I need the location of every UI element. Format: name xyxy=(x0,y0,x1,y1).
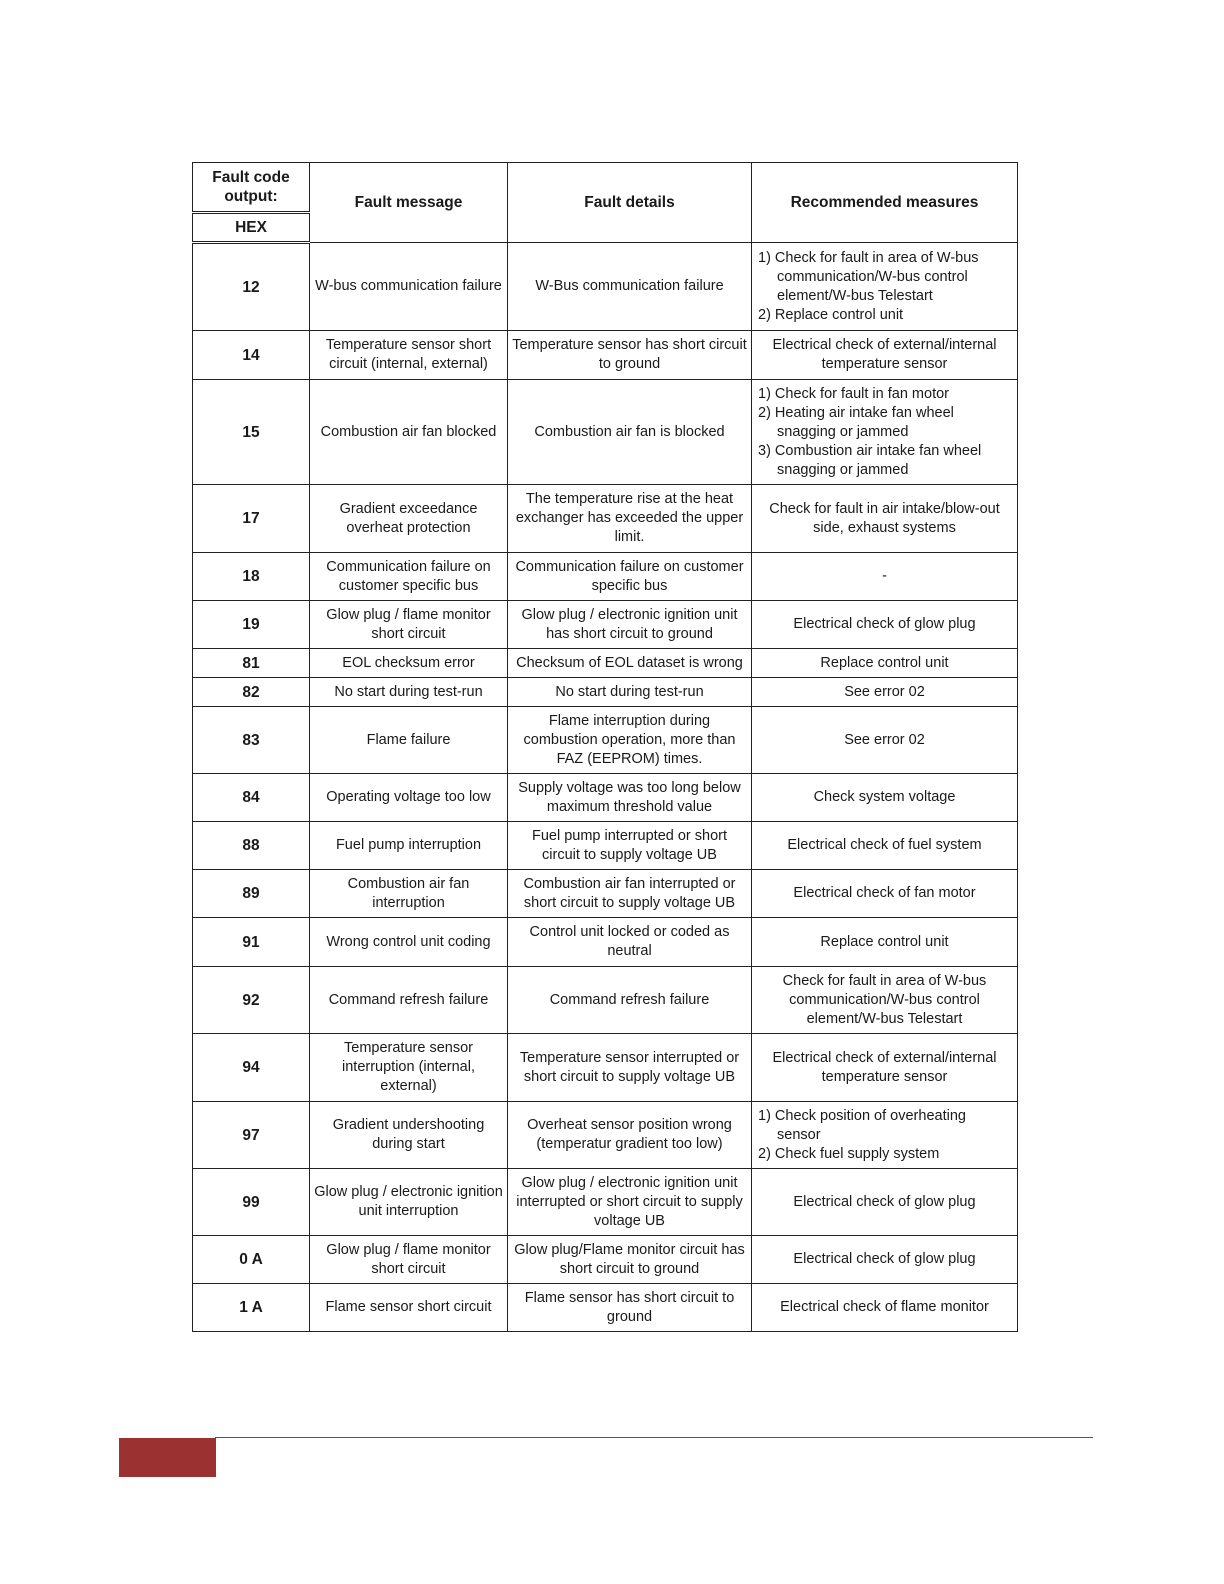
measure-line: Electrical check of external/internal temperature sensor xyxy=(772,337,997,372)
fault-message: Combustion air fan interruption xyxy=(310,870,508,918)
recommended-measures xyxy=(752,1169,1018,1236)
fault-code: 99 xyxy=(193,1169,310,1236)
recommended-measures xyxy=(752,918,1018,967)
measure-line: Replace control unit xyxy=(820,933,949,950)
fault-code-table xyxy=(192,162,1018,1332)
header-fault-details: Fault details xyxy=(508,163,752,243)
fault-message: Temperature sensor interruption (internal, external) xyxy=(310,1034,508,1102)
measure-line: Replace control unit xyxy=(820,654,949,671)
recommended-measures xyxy=(752,1034,1018,1102)
fault-code: 1 A xyxy=(193,1284,310,1332)
recommended-measures xyxy=(752,707,1018,774)
fault-message: EOL checksum error xyxy=(310,649,508,678)
table-row xyxy=(193,967,1018,1034)
fault-message: Combustion air fan blocked xyxy=(310,380,508,485)
table-row xyxy=(193,601,1018,649)
fault-message: Glow plug / flame monitor short circuit xyxy=(310,601,508,649)
fault-code: 19 xyxy=(193,601,310,649)
measure-line: Electrical check of external/internal temperature sensor xyxy=(772,1049,997,1085)
fault-details: Combustion air fan interrupted or short circuit to supply voltage UB xyxy=(508,870,752,918)
recommended-measures xyxy=(752,1236,1018,1284)
table-header-row xyxy=(193,163,1018,213)
fault-code: 81 xyxy=(193,649,310,678)
measure-line: 2) Replace control unit xyxy=(758,306,904,323)
fault-message: Communication failure on customer specific bus xyxy=(310,553,508,601)
recommended-measures xyxy=(752,243,1018,331)
fault-code: 15 xyxy=(193,380,310,485)
header-fault-code: Fault code output: xyxy=(193,163,310,213)
fault-message: Fuel pump interruption xyxy=(310,822,508,870)
header-hex: HEX xyxy=(193,213,310,243)
fault-details: Flame sensor has short circuit to ground xyxy=(508,1284,752,1332)
fault-code: 91 xyxy=(193,918,310,967)
measure-line: snagging or jammed xyxy=(777,423,909,440)
measure-line: snagging or jammed xyxy=(777,461,909,478)
measure-line: communication/W-bus control xyxy=(777,268,968,285)
fault-code: 94 xyxy=(193,1034,310,1102)
table-row xyxy=(193,380,1018,485)
measure-line: - xyxy=(882,568,887,584)
measure-line: 2) Heating air intake fan wheel xyxy=(758,404,954,421)
table-row xyxy=(193,485,1018,553)
fault-message: Flame failure xyxy=(310,707,508,774)
fault-message: Command refresh failure xyxy=(310,967,508,1034)
table-row xyxy=(193,1236,1018,1284)
fault-code: 89 xyxy=(193,870,310,918)
fault-details: Communication failure on customer specific bus xyxy=(508,553,752,601)
measure-line: Electrical check of fan motor xyxy=(793,885,976,901)
measure-line: sensor xyxy=(777,1126,821,1143)
recommended-measures xyxy=(752,774,1018,822)
measure-line: Electrical check of glow plug xyxy=(793,616,976,632)
table-row xyxy=(193,649,1018,678)
recommended-measures xyxy=(752,1102,1018,1169)
fault-message: Gradient undershooting during start xyxy=(310,1102,508,1169)
measure-line: See error 02 xyxy=(844,683,925,700)
fault-details: Supply voltage was too long below maximum threshold value xyxy=(508,774,752,822)
fault-code: 14 xyxy=(193,331,310,380)
fault-details: Glow plug / electronic ignition unit interrupted or short circuit to supply voltage UB xyxy=(508,1169,752,1236)
fault-details: Temperature sensor has short circuit to ground xyxy=(508,331,752,380)
fault-details: Flame interruption during combustion operation, more than FAZ (EEPROM) times. xyxy=(508,707,752,774)
header-recommended-measures: Recommended measures xyxy=(752,163,1018,243)
table-body xyxy=(193,243,1018,1332)
fault-message: Flame sensor short circuit xyxy=(310,1284,508,1332)
measure-line: 1) Check for fault in area of W-bus xyxy=(758,249,979,266)
table-row xyxy=(193,707,1018,774)
fault-details: W-Bus communication failure xyxy=(508,243,752,331)
measure-line: Electrical check of glow plug xyxy=(793,1193,976,1210)
table-row xyxy=(193,822,1018,870)
measure-line: 2) Check fuel supply system xyxy=(758,1145,940,1162)
fault-code: 17 xyxy=(193,485,310,553)
fault-code: 84 xyxy=(193,774,310,822)
fault-details: Command refresh failure xyxy=(508,967,752,1034)
recommended-measures xyxy=(752,380,1018,485)
fault-details: Control unit locked or coded as neutral xyxy=(508,918,752,967)
recommended-measures xyxy=(752,601,1018,649)
recommended-measures xyxy=(752,331,1018,380)
table-row xyxy=(193,774,1018,822)
table-row xyxy=(193,243,1018,331)
fault-details: Temperature sensor interrupted or short circuit to supply voltage UB xyxy=(508,1034,752,1102)
recommended-measures xyxy=(752,822,1018,870)
fault-details: The temperature rise at the heat exchanger has exceeded the upper limit. xyxy=(508,485,752,553)
fault-details: Glow plug/Flame monitor circuit has short circuit to ground xyxy=(508,1236,752,1284)
table-row xyxy=(193,870,1018,918)
table-row xyxy=(193,331,1018,380)
fault-code: 83 xyxy=(193,707,310,774)
measure-line: Electrical check of glow plug xyxy=(793,1251,976,1267)
recommended-measures xyxy=(752,967,1018,1034)
table-row xyxy=(193,553,1018,601)
recommended-measures xyxy=(752,870,1018,918)
fault-code: 82 xyxy=(193,678,310,707)
measure-line: Electrical check of flame monitor xyxy=(780,1299,989,1315)
fault-code: 88 xyxy=(193,822,310,870)
fault-message: Glow plug / electronic ignition unit interruption xyxy=(310,1169,508,1236)
fault-message: Operating voltage too low xyxy=(310,774,508,822)
fault-message: Glow plug / flame monitor short circuit xyxy=(310,1236,508,1284)
fault-message: W-bus communication failure xyxy=(310,243,508,331)
fault-details: No start during test-run xyxy=(508,678,752,707)
table-row xyxy=(193,1034,1018,1102)
recommended-measures xyxy=(752,485,1018,553)
recommended-measures xyxy=(752,649,1018,678)
footer-rule xyxy=(215,1437,1093,1438)
fault-details: Combustion air fan is blocked xyxy=(508,380,752,485)
fault-code: 92 xyxy=(193,967,310,1034)
table-row xyxy=(193,1169,1018,1236)
table-row xyxy=(193,678,1018,707)
fault-details: Checksum of EOL dataset is wrong xyxy=(508,649,752,678)
fault-code: 0 A xyxy=(193,1236,310,1284)
fault-message: Temperature sensor short circuit (internal, external) xyxy=(310,331,508,380)
table-row xyxy=(193,1284,1018,1332)
table-row xyxy=(193,918,1018,967)
footer-color-block xyxy=(119,1438,216,1477)
fault-message: Wrong control unit coding xyxy=(310,918,508,967)
fault-details: Glow plug / electronic ignition unit has short circuit to ground xyxy=(508,601,752,649)
fault-code: 18 xyxy=(193,553,310,601)
recommended-measures xyxy=(752,1284,1018,1332)
fault-code: 97 xyxy=(193,1102,310,1169)
fault-details: Overheat sensor position wrong (temperatur gradient too low) xyxy=(508,1102,752,1169)
header-fault-message: Fault message xyxy=(310,163,508,243)
recommended-measures xyxy=(752,553,1018,601)
fault-message: Gradient exceedance overheat protection xyxy=(310,485,508,553)
measure-line: 1) Check for fault in fan motor xyxy=(758,385,949,402)
measure-line: element/W-bus Telestart xyxy=(777,287,933,304)
measure-line: 1) Check position of overheating xyxy=(758,1107,966,1124)
measure-line: 3) Combustion air intake fan wheel xyxy=(758,442,982,459)
measure-line: See error 02 xyxy=(844,731,925,748)
measure-line: Check system voltage xyxy=(813,789,956,805)
fault-details: Fuel pump interrupted or short circuit to supply voltage UB xyxy=(508,822,752,870)
fault-message: No start during test-run xyxy=(310,678,508,707)
table-row xyxy=(193,1102,1018,1169)
measure-line: Electrical check of fuel system xyxy=(787,837,982,853)
measure-line: Check for fault in air intake/blow-out side, exhaust systems xyxy=(769,500,1000,536)
measure-line: Check for fault in area of W-bus communication/W-bus control element/W-bus Telestart xyxy=(782,972,987,1027)
fault-code: 12 xyxy=(193,243,310,331)
recommended-measures xyxy=(752,678,1018,707)
